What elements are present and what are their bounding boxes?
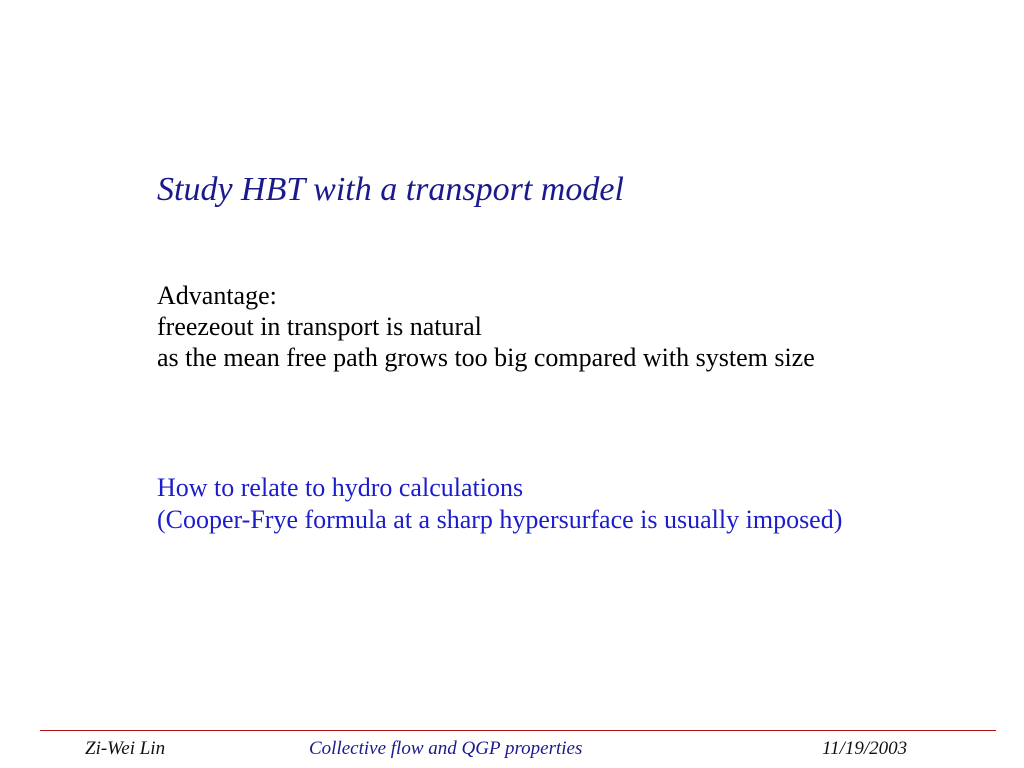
question-line-1: How to relate to hydro calculations xyxy=(157,473,524,502)
footer-author: Zi-Wei Lin xyxy=(85,738,166,759)
footer-divider xyxy=(40,730,996,731)
question-line-2: (Cooper-Frye formula at a sharp hypersurface is usually imposed) xyxy=(157,505,843,534)
advantage-heading: Advantage: xyxy=(157,281,277,310)
advantage-line-2: as the mean free path grows too big compared with system size xyxy=(157,343,815,372)
slide-title: Study HBT with a transport model xyxy=(157,171,624,208)
footer-talk-title: Collective flow and QGP properties xyxy=(309,738,583,759)
footer-date: 11/19/2003 xyxy=(822,738,908,759)
advantage-line-1: freezeout in transport is natural xyxy=(157,312,482,341)
question-section xyxy=(157,472,842,536)
advantage-section xyxy=(157,280,815,373)
